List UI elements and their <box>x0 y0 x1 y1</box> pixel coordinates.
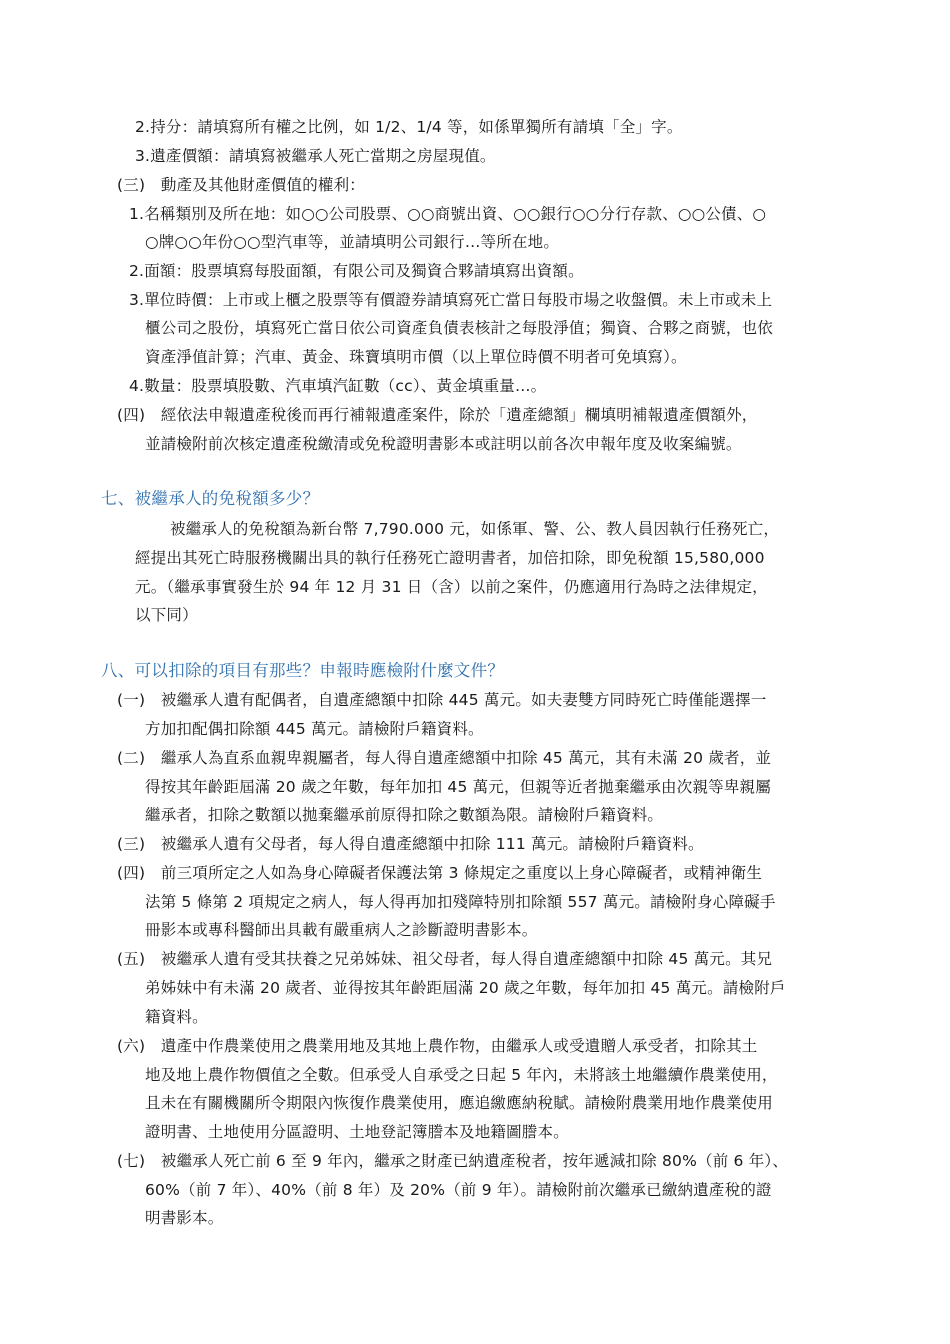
deduction-5-cont-1: 弟姊妹中有未滿 20 歲者、並得按其年齡距屆滿 20 歲之年數，每年加扣 45 萬元。請檢附戶 <box>145 979 786 997</box>
item-quantity: 4.數量：股票填股數、汽車填汽缸數（cc）、黃金填重量…。 <box>129 377 547 395</box>
deduction-6-cont-3: 證明書、土地使用分區證明、土地登記簿謄本及地籍圖謄本。 <box>145 1123 569 1141</box>
subsection-3-heading: (三) 動產及其他財產價值的權利： <box>117 176 365 194</box>
deduction-3: (三) 被繼承人遺有父母者，每人得自遺產總額中扣除 111 萬元。請檢附戶籍資料。 <box>117 835 704 853</box>
item-unit-price-cont-1: 櫃公司之股份，填寫死亡當日依公司資產負債表核計之每股淨值；獨資、合夥之商號，也依 <box>145 319 774 337</box>
deduction-6: (六) 遺產中作農業使用之農業用地及其地上農作物，由繼承人或受遺贈人承受者，扣除其土 <box>117 1037 758 1055</box>
subsection-4-cont: 並請檢附前次核定遺產稅繳清或免稅證明書影本或註明以前各次申報年度及收案編號。 <box>145 435 742 453</box>
deduction-7-cont-2: 明書影本。 <box>145 1209 224 1227</box>
item-share: 2.持分：請填寫所有權之比例，如 1/2、1/4 等，如係單獨所有請填「全」字。 <box>135 118 683 136</box>
deduction-7: (七) 被繼承人死亡前 6 至 9 年內，繼承之財產已納遺產稅者，按年遞減扣除 80%（前 6 年）、 <box>117 1152 789 1170</box>
section-7-paragraph-line-1: 被繼承人的免稅額為新台幣 7,790.000 元，如係軍、警、公、教人員因執行任務死亡， <box>170 520 780 538</box>
item-unit-price: 3.單位時價：上市或上櫃之股票等有價證券請填寫死亡當日每股市場之收盤價。未上市或未上 <box>129 291 773 309</box>
deduction-1: (一) 被繼承人遺有配偶者，自遺產總額中扣除 445 萬元。如夫妻雙方同時死亡時僅能選擇一 <box>117 691 767 709</box>
item-name-location-cont: ○牌○○年份○○型汽車等，並請填明公司銀行…等所在地。 <box>145 233 560 251</box>
deduction-2-cont-2: 繼承者，扣除之數額以拋棄繼承前原得扣除之數額為限。請檢附戶籍資料。 <box>145 806 664 824</box>
section-7-paragraph-line-4: 以下同） <box>135 606 198 624</box>
item-unit-price-cont-2: 資產淨值計算；汽車、黃金、珠寶填明市價（以上單位時價不明者可免填寫）。 <box>145 348 687 366</box>
deduction-6-cont-1: 地及地上農作物價值之全數。但承受人自承受之日起 5 年內，未將該土地繼續作農業使用， <box>145 1066 778 1084</box>
deduction-4-cont-2: 冊影本或專科醫師出具載有嚴重病人之診斷證明書影本。 <box>145 921 538 939</box>
deduction-5: (五) 被繼承人遺有受其扶養之兄弟姊妹、祖父母者，每人得自遺產總額中扣除 45 萬元。其兄 <box>117 950 773 968</box>
deduction-4: (四) 前三項所定之人如為身心障礙者保護法第 3 條規定之重度以上身心障礙者，或精神衛生 <box>117 864 763 882</box>
item-name-location: 1.名稱類別及所在地：如○○公司股票、○○商號出資、○○銀行○○分行存款、○○公債、○ <box>129 205 767 223</box>
deduction-4-cont-1: 法第 5 條第 2 項規定之病人，每人得再加扣殘障特別扣除額 557 萬元。請檢附身心障礙手 <box>145 893 776 911</box>
deduction-7-cont-1: 60%（前 7 年）、40%（前 8 年）及 20%（前 9 年）。請檢附前次繼承已繳納遺產稅的證 <box>145 1181 772 1199</box>
deduction-5-cont-2: 籍資料。 <box>145 1008 208 1026</box>
deduction-1-cont: 方加扣配偶扣除額 445 萬元。請檢附戶籍資料。 <box>145 720 484 738</box>
deduction-2: (二) 繼承人為直系血親卑親屬者，每人得自遺產總額中扣除 45 萬元，其有未滿 20 歲者，並 <box>117 749 772 767</box>
deduction-6-cont-2: 且未在有關機關所令期限內恢復作農業使用，應追繳應納稅賦。請檢附農業用地作農業使用 <box>145 1094 774 1112</box>
section-7-paragraph-line-2: 經提出其死亡時服務機關出具的執行任務死亡證明書者，加倍扣除，即免稅額 15,580,000 <box>135 549 765 567</box>
deduction-2-cont-1: 得按其年齡距屆滿 20 歲之年數，每年加扣 45 萬元，但親等近者拋棄繼承由次親等卑親屬 <box>145 778 771 796</box>
item-face-value: 2.面額：股票填寫每股面額，有限公司及獨資合夥請填寫出資額。 <box>129 262 584 280</box>
section-8-heading: 八、可以扣除的項目有那些？申報時應檢附什麼文件？ <box>101 661 505 680</box>
section-7-heading: 七、被繼承人的免稅額多少？ <box>101 489 320 508</box>
subsection-4: (四) 經依法申報遺產稅後而再行補報遺產案件，除於「遺產總額」欄填明補報遺產價額外， <box>117 406 758 424</box>
section-7-paragraph-line-3: 元。（繼承事實發生於 94 年 12 月 31 日（含）以前之案件，仍應適用行為時之法律規定， <box>135 578 768 596</box>
item-estate-value: 3.遺產價額：請填寫被繼承人死亡當期之房屋現值。 <box>135 147 496 165</box>
